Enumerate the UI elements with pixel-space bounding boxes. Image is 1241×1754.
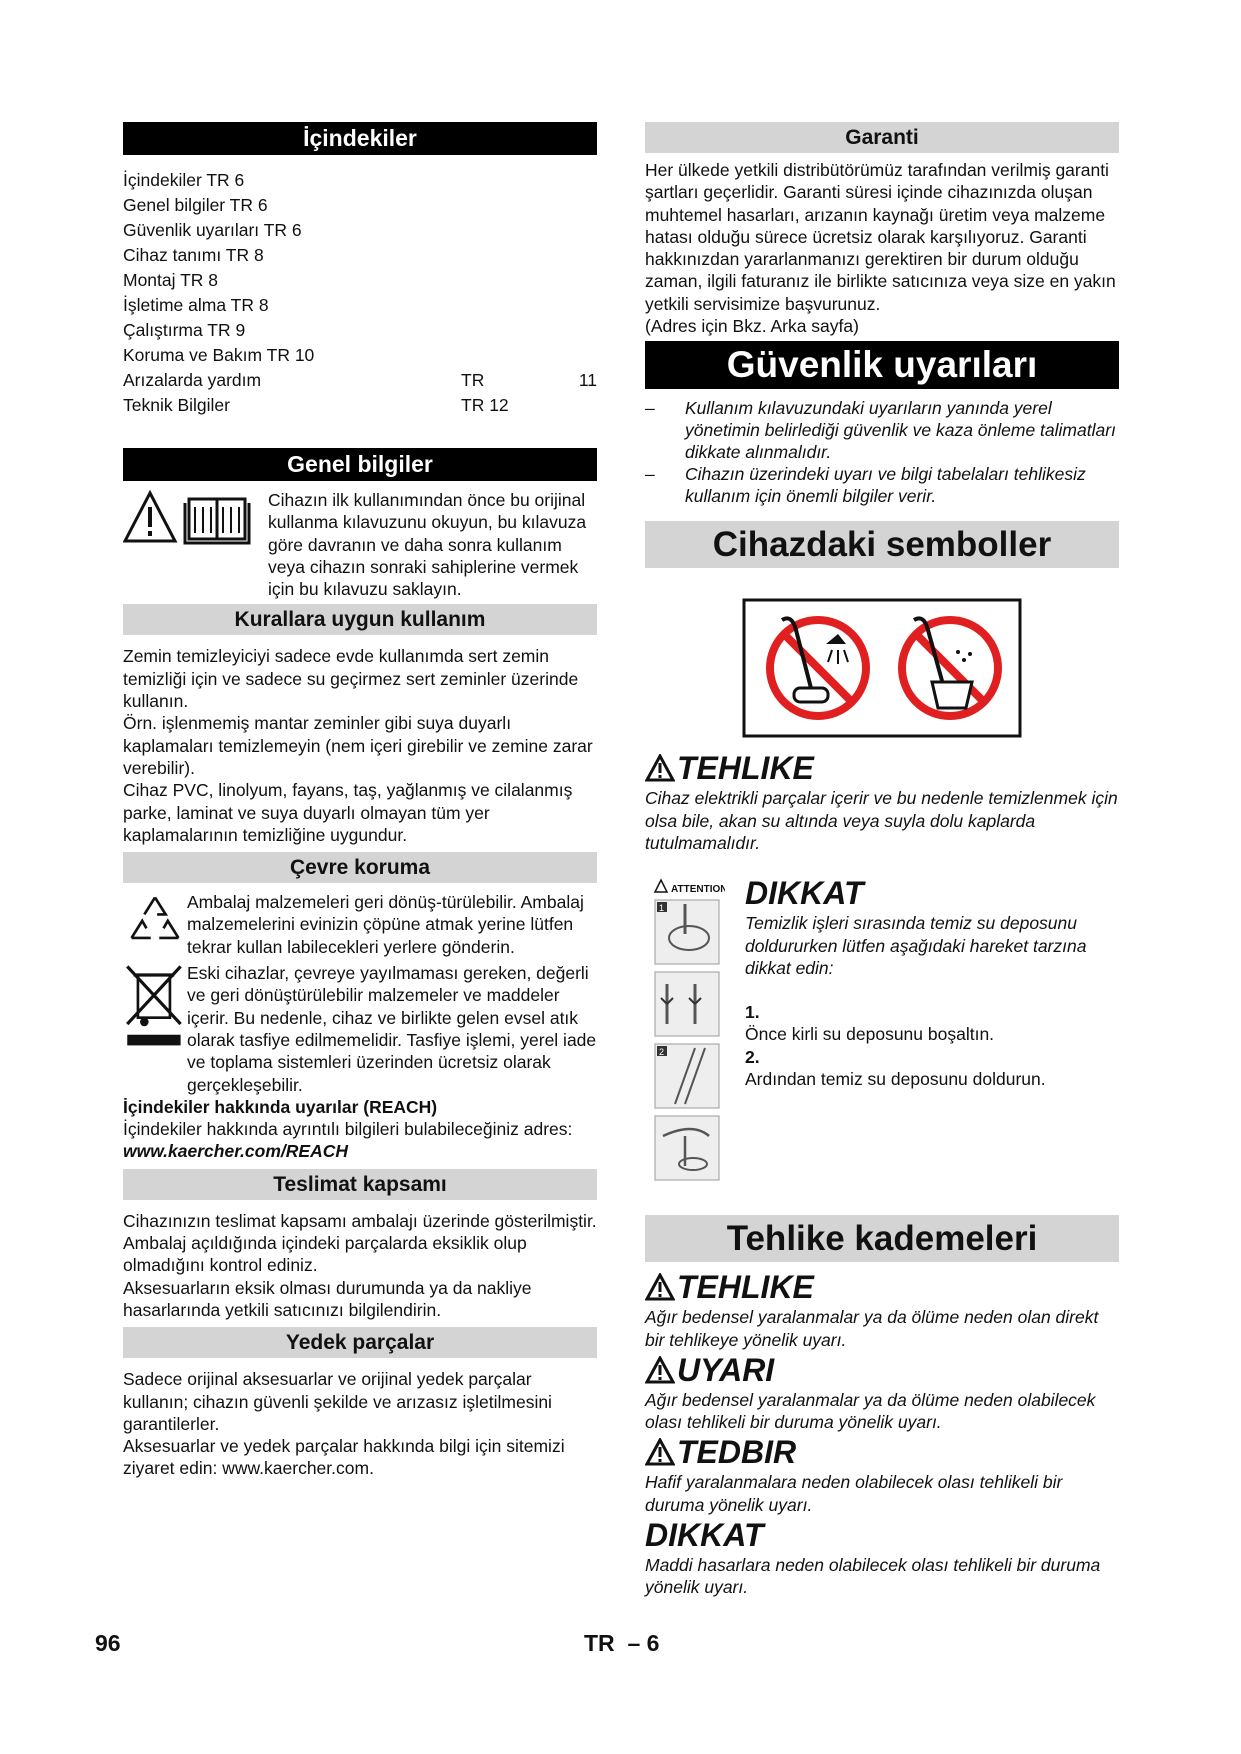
danger-text: Cihaz elektrikli parçalar içerir ve bu nedenle temizlenmek için olsa bile, akan su altında veya suyla dolu kaplarda tutulmamalıdır. [645,788,1118,853]
hazard-level [645,1433,1119,1516]
hazard-level [645,1268,1119,1351]
caution-text: Temizlik işleri sırasında temiz su deposunu doldururken lütfen aşağıdaki hareket tarzına dikkat edin: [745,913,1087,978]
toc-entry[interactable]: Çalıştırma TR 9 [123,320,246,340]
recycling-block [123,891,597,958]
left-column [123,122,597,1480]
toc-entry[interactable]: İçindekiler TR 6 [123,170,245,190]
manual-icons [123,489,268,600]
delivery-p2: Aksesuarların eksik olması durumunda ya da nakliye hasarlarında yetkili satıcınızı bilgilendirin. [123,1277,532,1320]
hazard-text: Ağır bedensel yaralanmalar ya da ölüme neden olabilecek olası tehlikeli bir duruma yönelik uyarı. [645,1389,1096,1433]
warning-triangle-icon [645,1438,675,1466]
toc-list [123,168,597,418]
symbols-heading: Cihazdaki semboller [645,521,1119,568]
toc-entry[interactable]: Güvenlik uyarıları TR 6 [123,220,302,240]
delivery-heading: Teslimat kapsamı [123,1169,597,1200]
weee-block [123,962,597,1096]
fill-tank-instructions-icon [645,874,725,1204]
toc-entry[interactable]: Koruma ve Bakım TR 10 [123,345,315,365]
general-heading: Genel bilgiler [123,448,597,481]
reach-link[interactable]: www.kaercher.com/REACH [123,1141,348,1162]
attention-block [645,874,1119,1209]
right-column [645,122,1119,1599]
toc-entry[interactable]: Teknik Bilgiler TR 12 [123,395,509,415]
toc-entry[interactable]: İşletime alma TR 8 [123,295,269,315]
hazard-levels-list [645,1268,1119,1598]
attention-step1-label: 1 [659,903,665,914]
attention-text [745,874,1119,1209]
proper-use-heading: Kurallara uygun kullanım [123,604,597,635]
proper-use-p1: Zemin temizleyiciyi sadece evde kullanımda sert zemin temizliği için ve sadece su geçirmez sert zeminler üzerinde kullanın. [123,646,579,712]
hazard-level [645,1351,1119,1434]
section-page-label: TR – 6 [584,1630,660,1656]
warning-read-manual-icon [123,489,253,549]
spare-parts-p2: Aksesuarlar ve yedek parçalar hakkında bilgi için sitemizi ziyaret edin: www.kaercher.com. [123,1436,565,1479]
safety-heading: Güvenlik uyarıları [645,341,1119,389]
general-text: Cihazın ilk kullanımından önce bu orijinal kullanma kılavuzunu okuyun, bu kılavuza göre davranın ve daha sonra kullanım veya cihazın sonraki sahiplerine vermek için bu kılavuzu saklayın. [268,490,587,600]
hazard-title: TEHLIKE [677,1269,814,1306]
toc-entry[interactable]: Montaj TR 8 [123,270,218,290]
warning-triangle-icon [645,754,675,782]
proper-use-p2: Örn. işlenmemiş mantar zeminler gibi suya duyarlı kaplamaları temizlemeyin (nem içeri girebilir ve zemine zarar verebilir). [123,713,593,778]
page-number: 96 [95,1630,121,1656]
reach-text: İçindekiler hakkında ayrıntılı bilgileri bulabileceğiniz adres: [123,1119,573,1140]
hazard-levels-heading: Tehlike kademeleri [645,1215,1119,1262]
reach-title: İçindekiler hakkında uyarılar (REACH) [123,1096,438,1117]
warranty-heading: Garanti [645,122,1119,153]
weee-text: Eski cihazlar, çevreye yayılmaması gereken, değerli ve geri dönüştürülebilir malzemeler ve maddeler içerir. Bu nedenle, cihaz ve birlikte gelen evsel atık olarak tasfiye edilmemelidir. Tasfiye işlemi, yerel iade ve toplama sistemleri üzerinden ücretsiz olarak gerçekleşebilir. [187,963,597,1095]
no-water-symbol [645,598,1119,743]
warranty-text: Her ülkede yetkili distribütörümüz tarafından verilmiş garanti şartları geçerlidir. Garanti süresi içinde cihazınızda oluşan muhtemel hasarları, arızanın kaynağı üretim veya malzeme hatası olduğu sürece ücretsiz olarak karşılıyoruz. Garanti hakkınızdan yararlanmanızı gerektiren bir durum olduğu zaman, ilgili faturanız ile birlikte satıcınıza veya size en yakın yetkili servisimize başvurunuz. [645,160,1116,314]
attention-label: ATTENTION! [671,884,725,896]
safety-item: – Cihazın üzerindeki uyarı ve bilgi tabelaları tehlikesiz kullanım için önemli bilgiler verir. [645,464,1086,507]
delivery-p1: Cihazınızın teslimat kapsamı ambalajı üzerinde gösterilmiştir. Ambalaj açıldığında içindeki parçalarda eksiklik olup olmadığını kontrol ediniz. [123,1210,597,1276]
step1-text: Önce kirli su deposunu boşaltın. [745,1024,995,1045]
general-block [123,489,597,600]
warning-triangle-icon [645,1356,675,1384]
toc-entry[interactable]: Arızalarda yardım TR 11 [123,370,597,390]
spare-parts-heading: Yedek parçalar [123,1327,597,1358]
recycle-icon [123,891,187,955]
toc-heading: İçindekiler [123,122,597,155]
warranty-address: (Adres için Bkz. Arka sayfa) [645,316,859,337]
environment-heading: Çevre koruma [123,852,597,883]
safety-list [645,397,1119,507]
hazard-title: TEDBIR [677,1434,797,1471]
hazard-text: Ağır bedensel yaralanmalar ya da ölüme neden olan direkt bir tehlikeye yönelik uyarı. [645,1307,1099,1350]
attention-pictograms [645,874,745,1209]
step2-number: 2. [745,1046,760,1067]
toc-entry[interactable]: Cihaz tanımı TR 8 [123,245,264,265]
spare-parts-p1: Sadece orijinal aksesuarlar ve orijinal yedek parçalar kullanın; cihazın güvenli şekilde ve arızasız işletilmesini garantilerler. [123,1369,552,1434]
no-water-immersion-icon [742,598,1022,738]
hazard-level [645,1516,1119,1599]
hazard-title: UYARI [677,1351,775,1388]
attention-step2-label: 2 [659,1047,665,1058]
toc-entry[interactable]: Genel bilgiler TR 6 [123,195,268,215]
hazard-title: DIKKAT [645,1517,764,1554]
crossed-bin-icon [123,962,187,1052]
recycle-text: Ambalaj malzemeleri geri dönüş-türülebilir. Ambalaj malzemelerini evinizin çöpüne atmak yerine lütfen tekrar kullan labilecekleri yerlere gönderin. [187,892,584,957]
step2-text: Ardından temiz su deposunu doldurun. [745,1069,1046,1090]
warning-triangle-icon [645,1273,675,1301]
step1-number: 1. [745,1002,760,1023]
hazard-text: Hafif yaralanmalara neden olabilecek olası tehlikeli bir duruma yönelik uyarı. [645,1472,1063,1515]
proper-use-p3: Cihaz PVC, linolyum, fayans, taş, yağlanmış ve cilalanmış parke, laminat ve suya duyarlı olmayan tüm yer kaplamalarının temizliğine uygundur. [123,780,573,845]
caution-heading: DIKKAT [745,875,864,912]
hazard-text: Maddi hasarlara neden olabilecek olası tehlikeli bir duruma yönelik uyarı. [645,1555,1101,1598]
safety-item: – Kullanım kılavuzundaki uyarıların yanında yerel yönetimin belirlediği güvenlik ve kaza önleme talimatları dikkate alınmalıdır. [645,398,1116,463]
danger-heading: TEHLIKE [645,749,1119,787]
